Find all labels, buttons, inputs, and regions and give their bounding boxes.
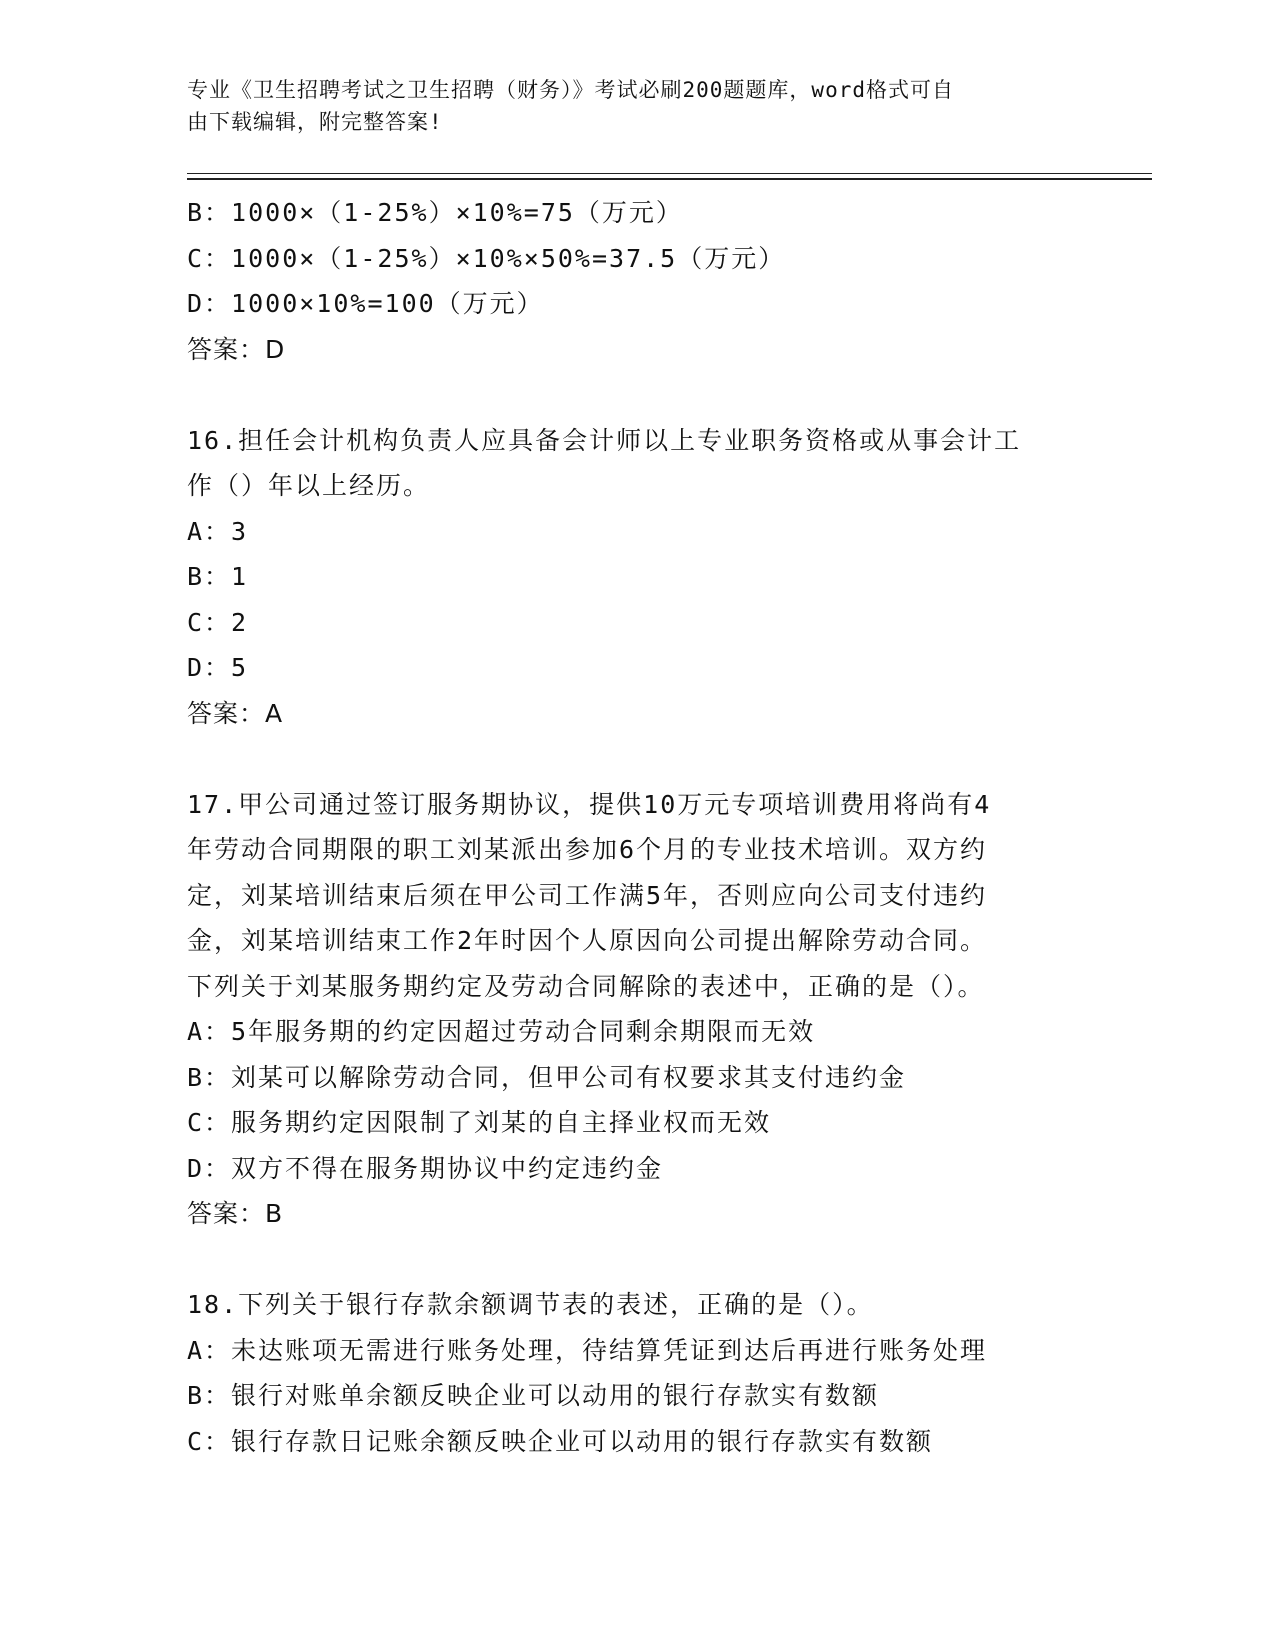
option-a: A：3 (187, 516, 249, 546)
header-divider-thick (187, 178, 1152, 180)
option-c: C：1000×（1-25%）×10%×50%=37.5（万元） (187, 243, 786, 273)
question-content (187, 190, 1087, 1464)
spacer (187, 736, 1087, 782)
question-15-tail (187, 190, 1087, 372)
option-b: B：刘某可以解除劳动合同，但甲公司有权要求其支付违约金 (187, 1062, 907, 1092)
option-a: A：未达账项无需进行账务处理，待结算凭证到达后再进行账务处理 (187, 1335, 988, 1365)
document-header (187, 74, 1067, 138)
header-line-2: 由下载编辑，附完整答案! (187, 110, 443, 134)
spacer (187, 372, 1087, 418)
question-stem-line: 年劳动合同期限的职工刘某派出参加6个月的专业技术培训。双方约 (187, 835, 988, 864)
option-c: C：服务期约定因限制了刘某的自主择业权而无效 (187, 1108, 772, 1137)
question-16 (187, 418, 1087, 737)
option-c: C：2 (187, 607, 249, 637)
question-stem-line: 下列关于刘某服务期约定及劳动合同解除的表述中，正确的是（）。 (187, 971, 985, 1001)
question-stem-line: 定，刘某培训结束后须在甲公司工作满5年，否则应向公司支付违约 (187, 880, 988, 910)
answer-line: 答案：A (187, 698, 284, 728)
option-c: C：银行存款日记账余额反映企业可以动用的银行存款实有数额 (187, 1426, 934, 1456)
answer-line: 答案：B (187, 1199, 284, 1228)
question-17 (187, 782, 1087, 1237)
question-stem-line: 金，刘某培训结束工作2年时因个人原因向公司提出解除劳动合同。 (187, 926, 988, 955)
answer-line: 答案：D (187, 334, 286, 364)
option-b: B：1000×（1-25%）×10%=75（万元） (187, 198, 683, 227)
question-18 (187, 1282, 1087, 1464)
spacer (187, 1237, 1087, 1283)
header-divider-thin (187, 173, 1152, 174)
option-d: D：5 (187, 653, 249, 682)
option-b: B：1 (187, 562, 249, 591)
question-stem-line: 18.下列关于银行存款余额调节表的表述，正确的是（）。 (187, 1290, 874, 1319)
question-stem-line: 作（）年以上经历。 (187, 471, 431, 500)
option-b: B：银行对账单余额反映企业可以动用的银行存款实有数额 (187, 1381, 880, 1410)
option-a: A：5年服务期的约定因超过劳动合同剩余期限而无效 (187, 1017, 816, 1046)
question-stem-line: 17.甲公司通过签订服务期协议，提供10万元专项培训费用将尚有4 (187, 789, 992, 819)
question-stem-line: 16.担任会计机构负责人应具备会计师以上专业职务资格或从事会计工 (187, 425, 1022, 455)
header-line-1: 专业《卫生招聘考试之卫生招聘（财务）》考试必刷200题题库，word格式可自 (187, 78, 954, 102)
option-d: D：双方不得在服务期协议中约定违约金 (187, 1153, 664, 1183)
option-d: D：1000×10%=100（万元） (187, 289, 544, 318)
